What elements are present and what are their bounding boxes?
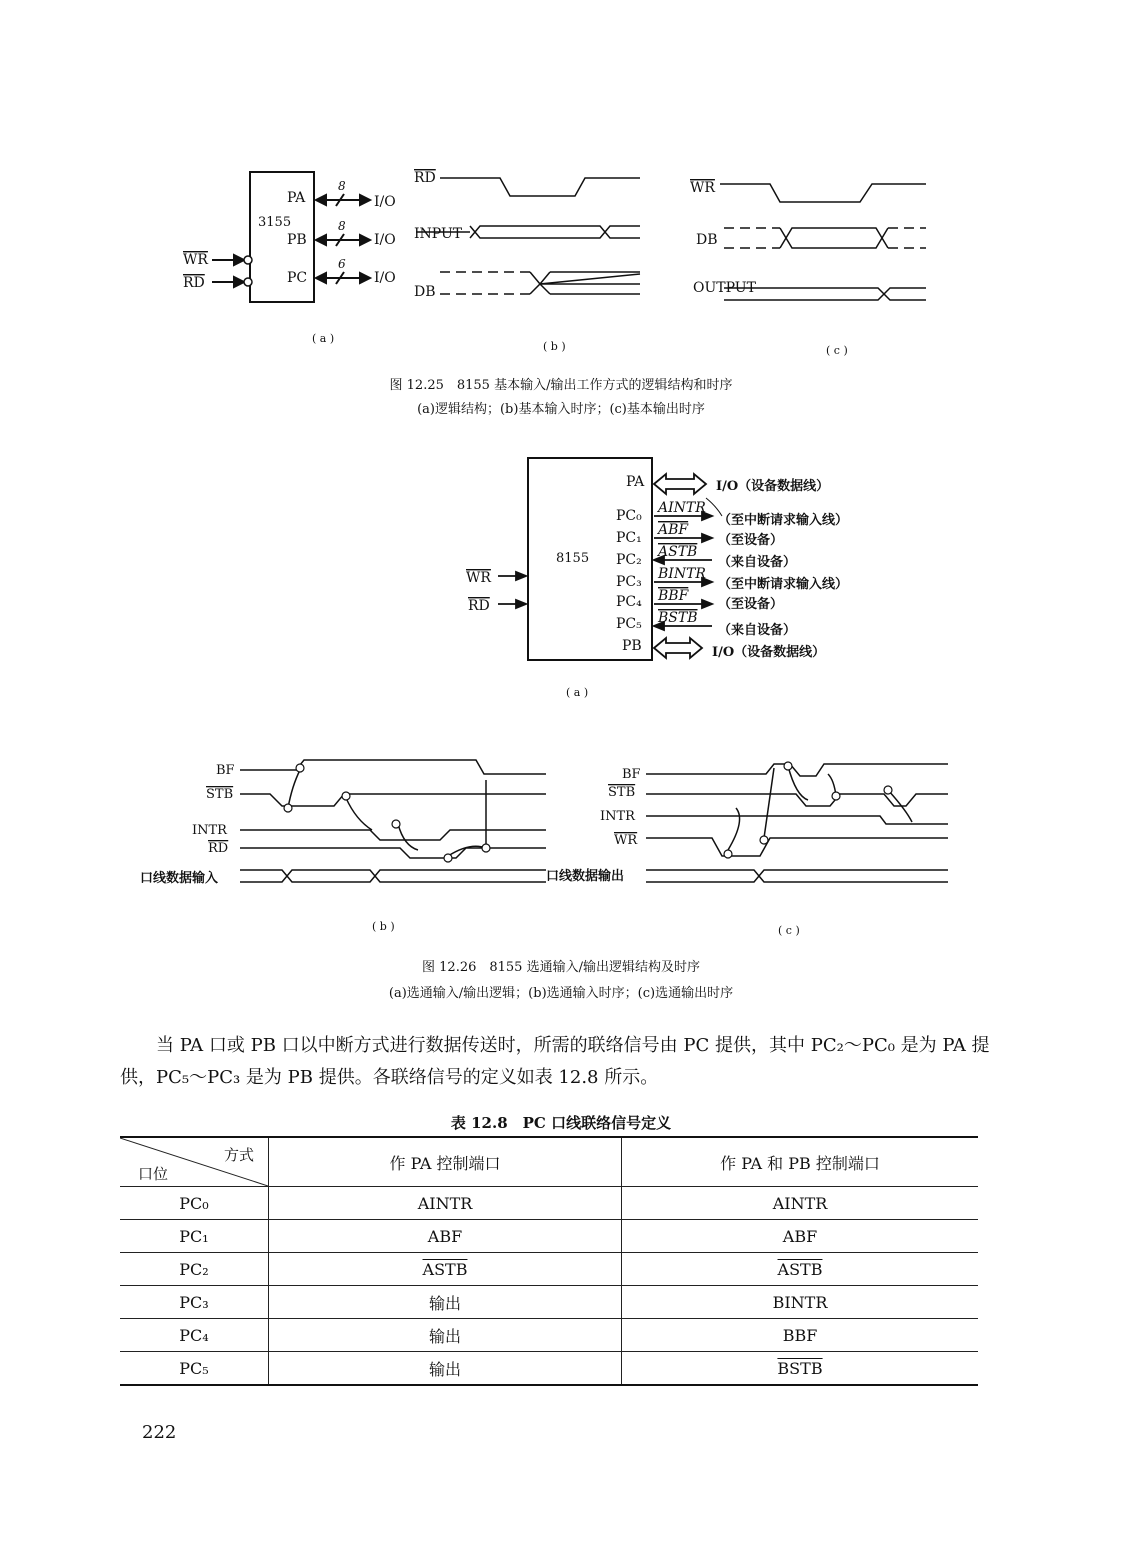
pin-pc2: PC₂ — [616, 552, 642, 568]
input-wr: WR — [183, 252, 208, 268]
row4-pa: 输出 — [269, 1319, 622, 1352]
c-intr: INTR — [600, 809, 635, 824]
figure-12-26a — [0, 450, 1122, 710]
fig1225-caption: 图 12.25 8155 基本输入/输出工作方式的逻辑结构和时序 — [389, 378, 733, 393]
row5-papb: BSTB — [622, 1352, 979, 1386]
table-row — [120, 1253, 978, 1286]
header-papb: 作 PA 和 PB 控制端口 — [622, 1137, 979, 1187]
fig1226-caption: 图 12.26 8155 选通输入/输出逻辑结构及时序 — [422, 960, 700, 975]
header-pa: 作 PA 控制端口 — [269, 1137, 622, 1187]
row4-papb: BBF — [622, 1319, 979, 1352]
b-stb: STB — [206, 787, 234, 802]
table-title: 表 12.8 PC 口线联络信号定义 — [450, 1114, 672, 1132]
signal-rd: RD — [414, 170, 436, 186]
sig-astb: ASTB — [658, 544, 698, 560]
row1-pa: ABF — [269, 1220, 622, 1253]
row4-pos: PC₄ — [120, 1319, 269, 1352]
table-row — [120, 1319, 978, 1352]
width-pa: 8 — [338, 179, 346, 193]
desc-pc1: （至设备） — [718, 533, 784, 548]
row5-pos: PC₅ — [120, 1352, 269, 1386]
desc-pb: I/O（设备数据线） — [712, 645, 826, 660]
pin-pc3: PC₃ — [616, 574, 642, 590]
pin-pc4: PC₄ — [616, 594, 642, 610]
width-pb: 8 — [338, 219, 346, 233]
signal-db: DB — [414, 284, 436, 300]
c-bf: BF — [622, 767, 641, 782]
table-row — [120, 1187, 978, 1220]
io-pc: I/O — [374, 270, 396, 286]
signal-wr: WR — [690, 180, 715, 196]
corner-bottom: 口位 — [138, 1165, 169, 1183]
row0-papb: AINTR — [622, 1187, 979, 1220]
pin-pc0: PC₀ — [616, 508, 642, 524]
fig1225-panel-a — [183, 172, 396, 345]
desc-pc5: （来自设备） — [718, 623, 797, 638]
fig1226-subcaption: (a)选通输入/输出逻辑；(b)选通输入时序；(c)选通输出时序 — [388, 986, 734, 1001]
fig1226-panel-b-label: ( b ) — [372, 920, 395, 933]
b-data-in: 口线数据输入 — [140, 871, 219, 886]
figure-12-26bc — [0, 750, 1122, 940]
figure-12-25 — [0, 150, 1122, 360]
sig-bintr: BINTR — [658, 566, 706, 582]
signal-output: OUTPUT — [693, 280, 756, 296]
signal-input: INPUT — [414, 226, 463, 242]
b-intr: INTR — [192, 823, 227, 838]
fig1225-subcaption: (a)逻辑结构；(b)基本输入时序；(c)基本输出时序 — [417, 402, 705, 417]
table-row — [120, 1220, 978, 1253]
row3-papb: BINTR — [622, 1286, 979, 1319]
panel-b-label: ( b ) — [543, 340, 566, 353]
body-paragraph: 当 PA 口或 PB 口以中断方式进行数据传送时，所需的联络信号由 PC 提供，其中 PC₂～PC₀ 是为 PA 提供，PC₅～PC₃ 是为 PB 提供。各联络信号的定义如表 12.8 所示。 — [120, 1035, 990, 1088]
fig1226-panel-c — [646, 764, 948, 882]
panel-c-label: ( c ) — [826, 344, 848, 357]
desc-pc2: （来自设备） — [718, 555, 797, 570]
sig-abf: ABF — [658, 522, 689, 538]
desc-pa: I/O（设备数据线） — [716, 479, 830, 494]
row1-pos: PC₁ — [120, 1220, 269, 1253]
desc-pc3: （至中断请求输入线） — [718, 577, 849, 592]
sig-bstb: BSTB — [658, 610, 698, 626]
row2-pos: PC₂ — [120, 1253, 269, 1286]
row2-papb: ASTB — [622, 1253, 979, 1286]
page-number: 222 — [142, 1422, 177, 1443]
pin-pa: PA — [626, 474, 645, 490]
input-wr-8155: WR — [466, 570, 491, 586]
pin-pb: PB — [622, 638, 642, 654]
signal-table — [120, 1136, 978, 1386]
row2-pa: ASTB — [269, 1253, 622, 1286]
pin-pc5: PC₅ — [616, 616, 642, 632]
input-rd: RD — [183, 275, 205, 291]
table-header-row — [120, 1137, 978, 1187]
pin-pc1: PC₁ — [616, 530, 642, 546]
table-row — [120, 1352, 978, 1386]
c-wr: WR — [614, 833, 638, 848]
panel-a-label: ( a ) — [312, 332, 335, 345]
port-pb-label: PB — [287, 232, 307, 248]
table-row — [120, 1286, 978, 1319]
b-bf: BF — [216, 763, 235, 778]
desc-pc4: （至设备） — [718, 597, 784, 612]
io-pb: I/O — [374, 232, 396, 248]
row5-pa: 输出 — [269, 1352, 622, 1386]
row3-pa: 输出 — [269, 1286, 622, 1319]
row0-pa: AINTR — [269, 1187, 622, 1220]
input-rd-8155: RD — [468, 598, 490, 614]
chip-label: 3155 — [258, 215, 292, 230]
desc-pc0: （至中断请求输入线） — [718, 513, 849, 528]
chip-label-8155: 8155 — [556, 551, 590, 566]
fig1226-panel-c-label: ( c ) — [778, 924, 800, 937]
table-corner-cell — [120, 1137, 269, 1187]
width-pc: 6 — [338, 257, 346, 271]
b-rd: RD — [208, 841, 229, 856]
signal-db-c: DB — [696, 232, 718, 248]
sig-bbf: BBF — [658, 588, 689, 604]
c-data-out: 口线数据输出 — [546, 869, 625, 884]
row0-pos: PC₀ — [120, 1187, 269, 1220]
io-pa: I/O — [374, 194, 396, 210]
port-pa-label: PA — [287, 190, 306, 206]
row1-papb: ABF — [622, 1220, 979, 1253]
row3-pos: PC₃ — [120, 1286, 269, 1319]
port-pc-label: PC — [287, 270, 308, 286]
corner-top: 方式 — [223, 1146, 254, 1164]
fig1226a-panel-label: ( a ) — [566, 686, 589, 699]
c-stb: STB — [608, 785, 636, 800]
sig-aintr: AINTR — [658, 500, 706, 516]
